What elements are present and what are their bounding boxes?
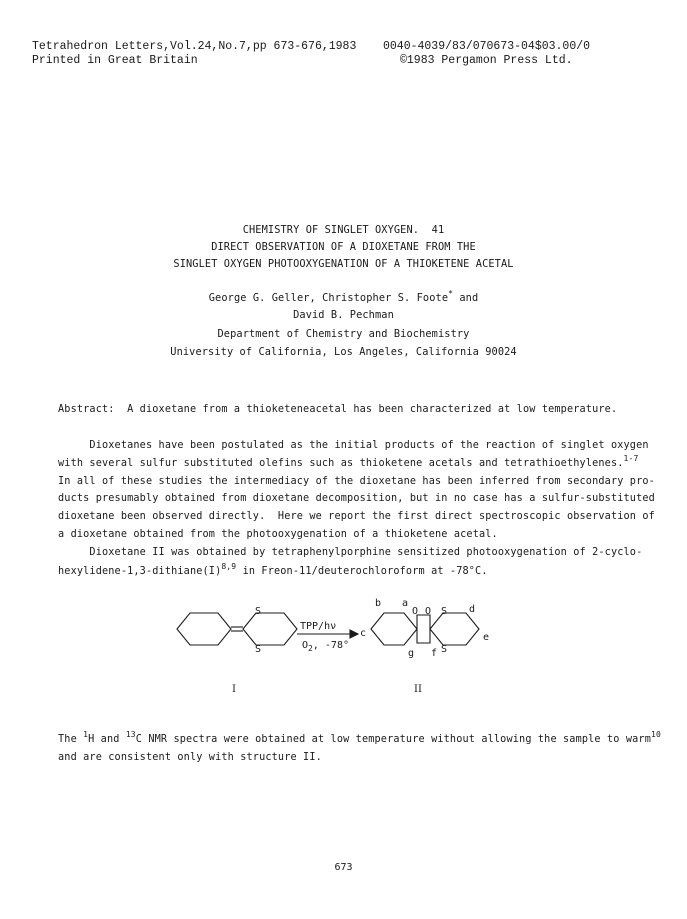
body-text: H and (88, 734, 126, 745)
article-code: 0040-4039/83/070673-04$03.00/0 (383, 40, 591, 53)
body-text: in Freon-11/deuterochloroform at -78°C. (236, 566, 488, 577)
title-line-2: DIRECT OBSERVATION OF A DIOXETANE FROM THE (211, 241, 476, 253)
authors-line-1 (0, 289, 687, 305)
body-line: a dioxetane obtained from the photooxygenation of a thioketene acetal. (58, 529, 498, 540)
reaction-scheme (0, 598, 687, 718)
sulfur-atom: S (441, 606, 448, 617)
copyright: ©1983 Pergamon Press Ltd. (400, 54, 573, 67)
label-c: c (360, 628, 367, 639)
abstract: Abstract: A dioxetane from a thioketeneacetal has been characterized at low temperature. (58, 404, 618, 415)
label-d: d (469, 604, 476, 615)
sulfur-atom: S (255, 606, 262, 617)
body-text: hexylidene-1,3-dithiane(I) (58, 566, 222, 577)
author-and: and (453, 292, 479, 304)
printed-in: Printed in Great Britain (32, 54, 198, 67)
body-line: Dioxetanes have been postulated as the initial products of the reaction of singlet oxygen (58, 440, 649, 451)
reference-superscript: 10 (651, 730, 661, 739)
sulfur-atom: S (255, 644, 262, 655)
label-e: e (483, 632, 490, 643)
label-a: a (402, 598, 409, 609)
oxygen-atom: O (412, 606, 419, 617)
body-line: and are consistent only with structure II. (58, 752, 322, 763)
compound-label-I: I (232, 684, 236, 695)
title-line-1: CHEMISTRY OF SINGLET OXYGEN. 41 (242, 224, 445, 236)
reagent-bottom: $O_2$, -78° (302, 640, 349, 653)
body-line (58, 730, 661, 746)
cyclohexane-ring (371, 613, 417, 645)
body-line (58, 562, 488, 578)
department: Department of Chemistry and Biochemistry (217, 328, 470, 340)
superscript: 1 (83, 730, 89, 739)
reagent-top: TPP/hν (300, 621, 337, 632)
author-names: George G. Geller, Christopher S. Foote (208, 292, 449, 304)
sulfur-atom: S (441, 644, 448, 655)
dithiane-ring (430, 613, 479, 645)
reference-superscript: 1-7 (623, 454, 639, 463)
label-g: g (408, 648, 415, 659)
university: University of California, Los Angeles, California 90024 (170, 346, 517, 358)
compound-label-II: II (414, 684, 422, 695)
body-text: The (58, 734, 84, 745)
title-line-3: SINGLET OXYGEN PHOTOOXYGENATION OF A THIOKETENE ACETAL (173, 258, 514, 270)
oxygen-atom: O (425, 606, 432, 617)
label-f: f (431, 648, 438, 659)
journal-citation: Tetrahedron Letters,Vol.24,No.7,pp 673-676,1983 (32, 40, 357, 53)
body-line: dioxetane been observed directly. Here we report the first direct spectroscopic observation of (58, 511, 655, 522)
label-b: b (375, 598, 382, 609)
body-line: In all of these studies the intermediacy of the dioxetane has been inferred from secondary pro- (58, 476, 655, 487)
corresponding-star: * (448, 289, 454, 298)
body-text: C NMR spectra were obtained at low temperature without allowing the sample to warm (135, 734, 651, 745)
dioxetane-ring (417, 615, 430, 643)
body-line: Dioxetane II was obtained by tetraphenylporphine sensitized photooxygenation of 2-cyclo- (58, 547, 643, 558)
superscript: 13 (125, 730, 136, 739)
body-line: ducts presumably obtained from dioxetane decomposition, but in no case has a sulfur-substituted (58, 493, 655, 504)
body-line (58, 454, 639, 470)
dithiane-ring (243, 613, 297, 645)
authors-line-2: David B. Pechman (293, 309, 394, 321)
cyclohexane-ring (177, 613, 231, 645)
body-text: with several sulfur substituted olefins such as thioketene acetals and tetrathioethylenes. (58, 458, 624, 469)
page-number: 673 (334, 862, 353, 873)
reference-superscript: 8,9 (221, 562, 237, 571)
